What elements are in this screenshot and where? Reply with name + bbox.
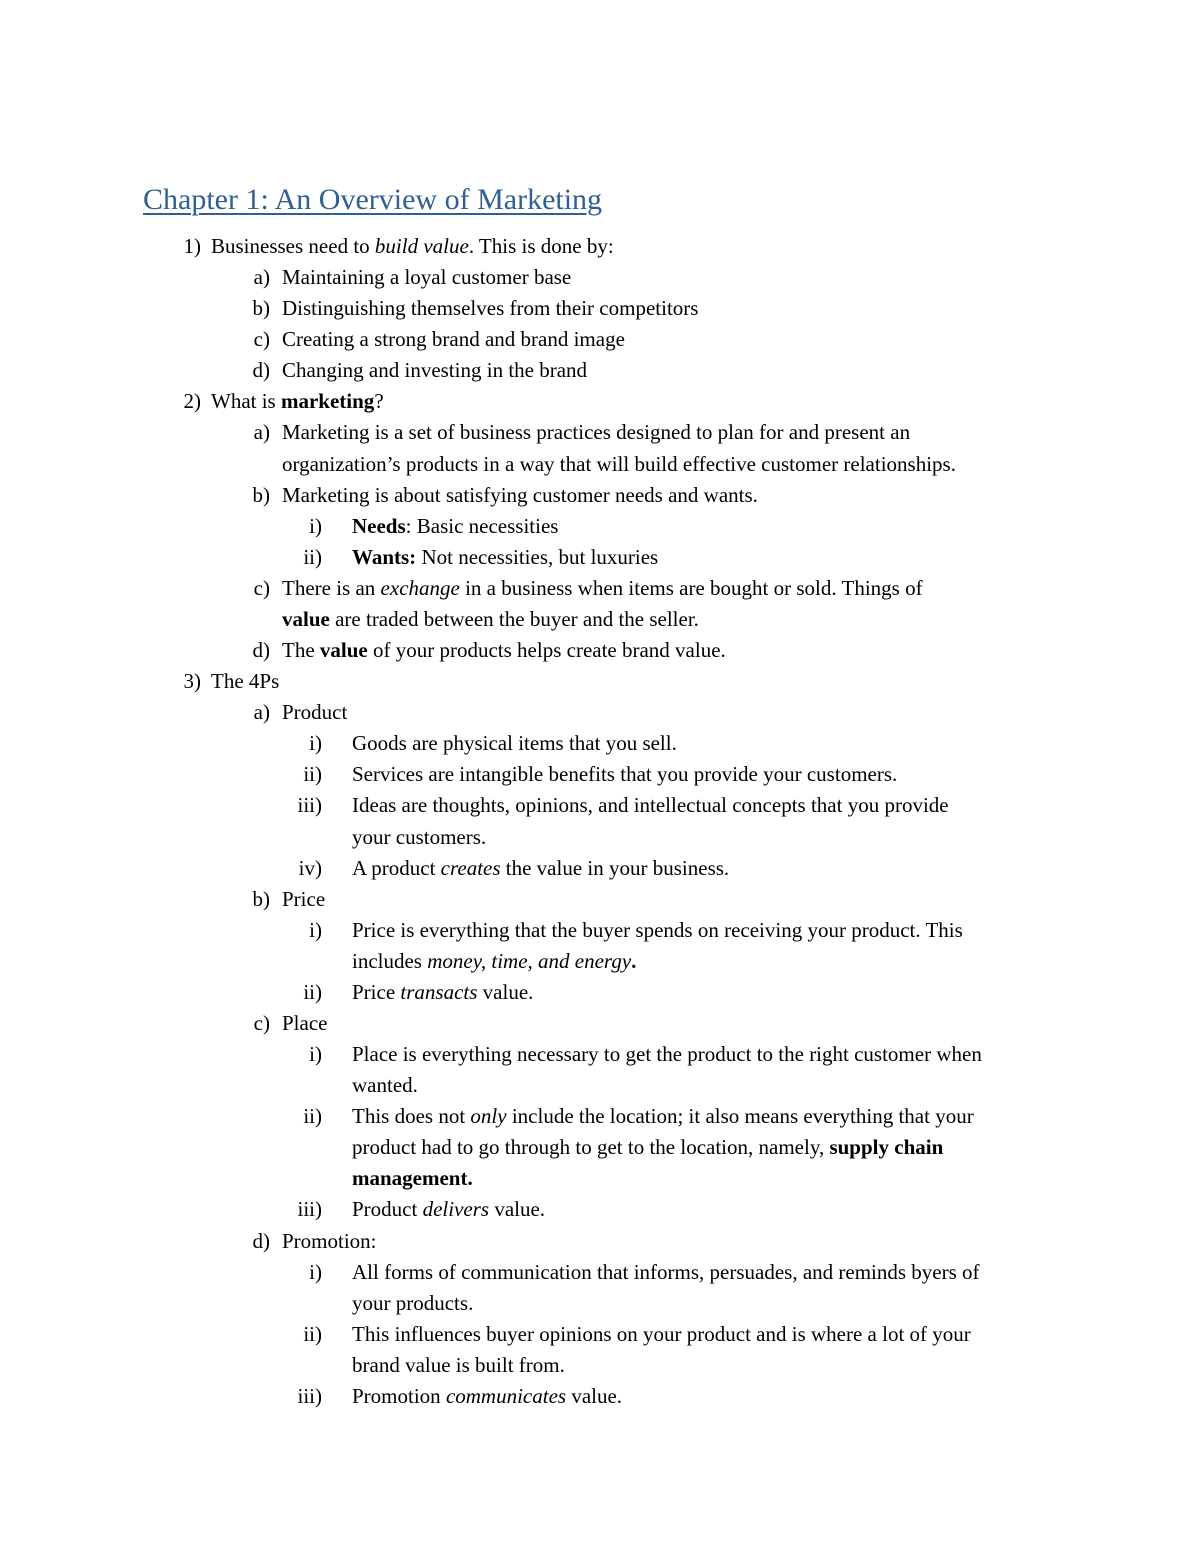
list-item-text <box>282 324 625 355</box>
list-item-text <box>352 759 897 790</box>
italic-text: creates <box>440 855 501 880</box>
text-run: Price <box>282 886 326 911</box>
list-marker: 1) <box>183 234 201 258</box>
bold-text: marketing <box>280 389 375 414</box>
list-marker: iii) <box>297 1383 322 1408</box>
list-item-text <box>282 449 956 480</box>
text-run: include the location; it also means everything that your <box>506 1104 974 1129</box>
list-marker: i) <box>309 1042 322 1067</box>
text-run: product had to go through to get to the location, namely, <box>352 1135 830 1160</box>
text-run: Promotion: <box>282 1228 377 1253</box>
text-run: value. <box>489 1197 546 1222</box>
list-item-text <box>282 417 910 448</box>
list-marker: d) <box>252 638 270 663</box>
list-item-text <box>211 231 614 262</box>
list-item-text <box>352 853 729 884</box>
list-marker: ii) <box>303 544 322 569</box>
list-marker: c) <box>253 1011 270 1035</box>
list-marker: i) <box>309 1259 322 1284</box>
text-run: Marketing is a set of business practices designed to plan for and present an <box>282 420 911 445</box>
bold-text: Needs <box>352 513 406 538</box>
text-run: value. <box>477 979 534 1004</box>
italic-text: delivers <box>422 1197 490 1222</box>
list-item-text <box>352 977 533 1008</box>
text-run: Price <box>352 979 401 1004</box>
list-marker: a) <box>253 265 270 290</box>
list-marker: ii) <box>303 979 322 1004</box>
list-item-text <box>352 1194 545 1225</box>
list-item-text <box>352 1163 473 1194</box>
list-marker: a) <box>253 700 270 725</box>
list-item-text <box>352 946 636 977</box>
list-item-text <box>352 915 963 946</box>
list-marker: b) <box>252 886 270 911</box>
text-run: All forms of communication that informs, persuades, and reminds byers of <box>352 1259 980 1284</box>
text-run: Place <box>282 1011 328 1035</box>
list-item-text <box>352 1319 971 1350</box>
list-item-text <box>282 293 698 324</box>
list-item-text <box>352 1257 980 1288</box>
list-item-text <box>352 1288 473 1319</box>
text-run: What is <box>211 389 281 414</box>
list-marker: c) <box>253 327 270 352</box>
list-item-text <box>282 884 325 915</box>
text-run: Distinguishing themselves from their competitors <box>282 296 699 321</box>
list-item-text <box>352 511 558 542</box>
list-item-text <box>352 1350 565 1381</box>
list-marker: d) <box>252 358 270 383</box>
text-run: This does not <box>352 1104 471 1129</box>
list-marker: iv) <box>298 855 322 880</box>
text-run: : Basic necessities <box>405 513 559 538</box>
list-marker: ii) <box>303 1321 322 1346</box>
list-item-text <box>282 262 571 293</box>
text-run: The 4Ps <box>211 669 280 694</box>
list-item-text <box>282 635 726 666</box>
list-marker: a) <box>253 420 270 445</box>
text-run: brand value is built from. <box>352 1352 565 1377</box>
text-run: are traded between the buyer and the seller. <box>329 606 699 631</box>
bold-text: management. <box>352 1166 473 1191</box>
text-run: wanted. <box>352 1073 418 1098</box>
list-item-text <box>352 1381 622 1412</box>
text-run: of your products helps create brand value. <box>367 638 726 663</box>
list-item-text <box>352 1101 974 1132</box>
bold-text: . <box>631 948 637 973</box>
text-run: ? <box>374 389 384 414</box>
list-marker: b) <box>252 482 270 507</box>
bold-text: Wants: <box>352 544 417 569</box>
italic-text: transacts <box>400 979 478 1004</box>
list-marker: i) <box>309 731 322 756</box>
text-run: Promotion <box>352 1383 446 1408</box>
list-item-text <box>282 355 587 386</box>
list-item-text <box>282 1226 377 1257</box>
list-item-text <box>282 573 923 604</box>
text-run: Maintaining a loyal customer base <box>282 265 572 290</box>
text-run: Product <box>282 700 348 725</box>
bold-text: value <box>319 638 368 663</box>
list-item-text <box>352 1070 418 1101</box>
list-item-text <box>282 604 699 635</box>
page-title: Chapter 1: An Overview of Marketing <box>143 183 603 216</box>
list-item-text <box>352 1132 943 1163</box>
italic-text: money, time, and energy <box>427 948 632 973</box>
text-run: Marketing is about satisfying customer needs and wants. <box>282 482 758 507</box>
italic-text: communicates <box>445 1383 567 1408</box>
list-marker: 3) <box>183 669 201 694</box>
text-run: Place is everything necessary to get the product to the right customer when <box>352 1042 982 1067</box>
list-marker: iii) <box>297 1197 322 1222</box>
text-run: The <box>282 638 320 663</box>
text-run: Not necessities, but luxuries <box>416 544 659 569</box>
list-marker: i) <box>309 513 322 538</box>
text-run: value. <box>566 1383 623 1408</box>
bold-text: value <box>282 606 330 631</box>
list-item-text <box>282 480 758 511</box>
italic-text: build value <box>374 234 469 258</box>
list-item-text <box>211 666 279 697</box>
italic-text: only <box>470 1104 507 1129</box>
list-marker: 2) <box>183 389 201 414</box>
list-marker: d) <box>252 1228 270 1253</box>
list-marker: ii) <box>303 762 322 787</box>
text-run: your products. <box>352 1290 474 1315</box>
list-marker: iii) <box>297 793 322 818</box>
text-run: Services are intangible benefits that you provide your customers. <box>352 762 898 787</box>
list-marker: i) <box>309 917 322 942</box>
text-run: your customers. <box>352 824 487 849</box>
list-item-text <box>352 822 486 853</box>
text-run: Changing and investing in the brand <box>282 358 588 383</box>
list-item-text <box>282 1008 327 1039</box>
list-marker: ii) <box>303 1104 322 1129</box>
bold-text: supply chain <box>829 1135 944 1160</box>
list-marker: c) <box>253 575 270 600</box>
list-marker: b) <box>252 296 270 321</box>
list-item-text <box>282 697 347 728</box>
list-item-text <box>352 542 658 573</box>
list-item-text <box>352 790 949 821</box>
text-run: organization’s products in a way that will build effective customer relationships. <box>282 451 956 476</box>
text-run: includes <box>352 948 428 973</box>
list-item-text <box>211 386 384 417</box>
italic-text: exchange <box>380 575 460 600</box>
text-run: the value in your business. <box>500 855 730 880</box>
text-run: Businesses need to <box>211 234 375 258</box>
text-run: Creating a strong brand and brand image <box>282 327 625 352</box>
text-run: in a business when items are bought or sold. Things of <box>459 575 923 600</box>
text-run: . This is done by: <box>468 234 614 258</box>
text-run: A product <box>352 855 441 880</box>
text-run: Product <box>352 1197 423 1222</box>
list-item-text <box>352 1039 982 1070</box>
text-run: Goods are physical items that you sell. <box>352 731 677 756</box>
text-run: There is an <box>282 575 381 600</box>
list-item-text <box>352 728 677 759</box>
text-run: Price is everything that the buyer spends on receiving your product. This <box>352 917 963 942</box>
text-run: This influences buyer opinions on your product and is where a lot of your <box>352 1321 971 1346</box>
text-run: Ideas are thoughts, opinions, and intellectual concepts that you provide <box>352 793 949 818</box>
